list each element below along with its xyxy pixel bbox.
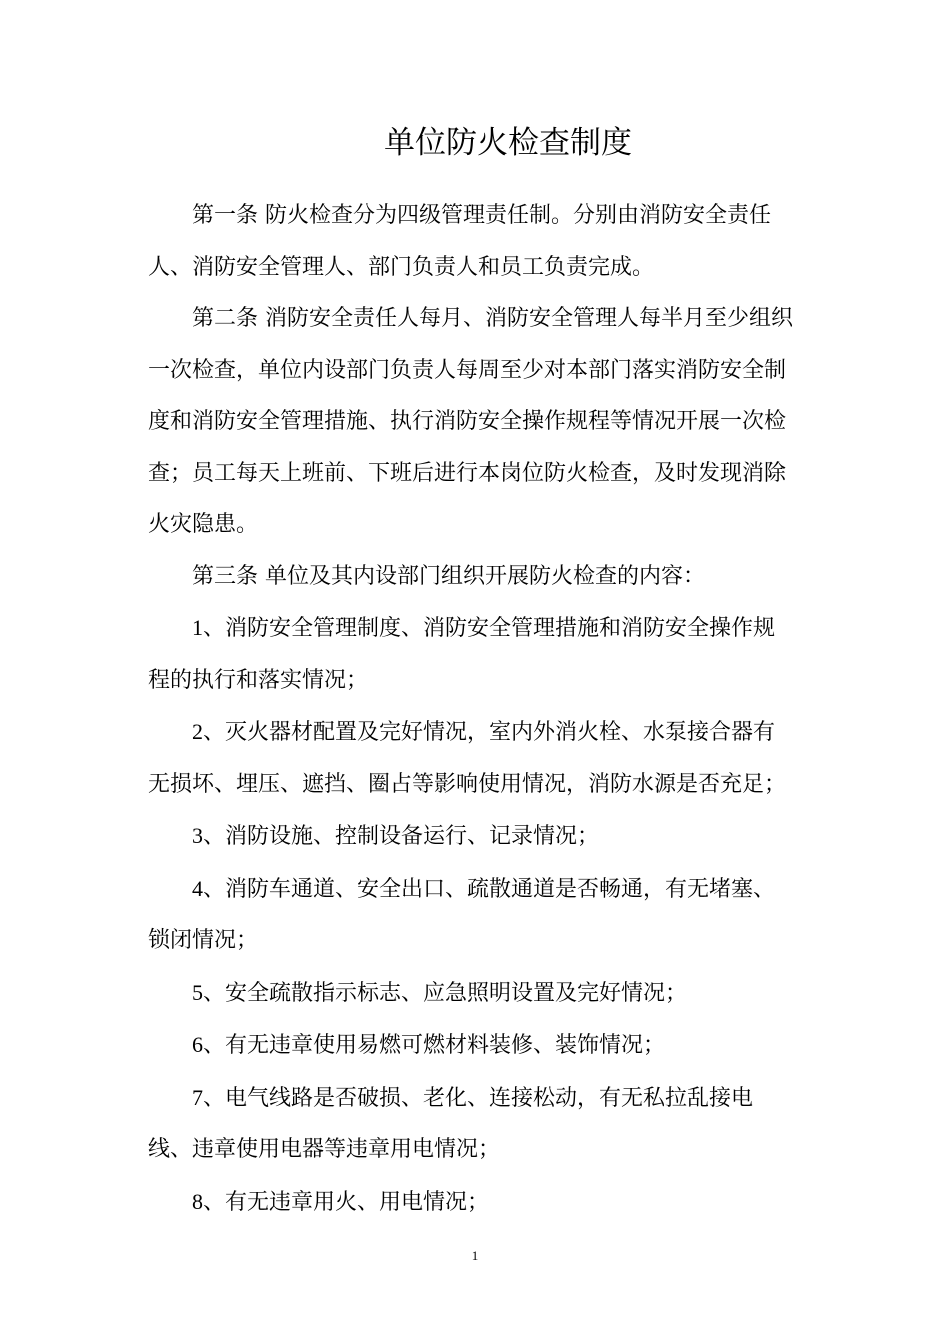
list-number: 7	[192, 1084, 203, 1110]
text-line: 火灾隐患。	[148, 512, 259, 537]
text-line: 第二条 消防安全责任人每月、消防安全管理人每半月至少组织	[192, 306, 793, 331]
list-item-4	[148, 863, 808, 967]
list-item-8	[148, 1176, 808, 1229]
list-item-3	[148, 810, 808, 863]
article-1	[148, 190, 808, 293]
list-item-7	[148, 1072, 808, 1176]
text-line: 查；员工每天上班前、下班后进行本岗位防火检查，及时发现消除	[148, 460, 787, 486]
text-line: 、有无违章用火、用电情况；	[203, 1189, 490, 1215]
text-line: 度和消防安全管理措施、执行消防安全操作规程等情况开展一次检	[148, 409, 787, 434]
list-number: 6	[192, 1032, 203, 1057]
article-3	[148, 551, 808, 603]
list-number: 2	[192, 719, 203, 744]
article-2	[148, 293, 808, 551]
text-line: 程的执行和落实情况；	[148, 667, 369, 693]
text-line: 人、消防安全管理人、部门负责人和员工负责完成。	[148, 254, 655, 280]
text-line: 第一条 防火检查分为四级管理责任制。分别由消防安全责任	[192, 203, 771, 228]
page-number: 1	[471, 1248, 479, 1263]
list-number: 1	[192, 615, 203, 640]
text-line: 无损坏、埋压、遮挡、圈占等影响使用情况，消防水源是否充足；	[148, 771, 787, 797]
text-line: 、电气线路是否破损、老化、连接松动，有无私拉乱接电	[203, 1085, 754, 1111]
list-number: 4	[192, 875, 203, 901]
list-number: 3	[192, 823, 203, 848]
list-item-6	[148, 1019, 808, 1072]
document-title: 单位防火检查制度	[384, 125, 632, 161]
list-item-1	[148, 602, 808, 706]
text-line: 线、违章使用电器等违章用电情况；	[148, 1137, 501, 1162]
text-line: 第三条 单位及其内设部门组织开展防火检查的内容：	[192, 563, 705, 589]
text-line: 锁闭情况；	[148, 928, 259, 953]
text-line: 、消防设施、控制设备运行、记录情况；	[203, 824, 600, 849]
text-line: 、安全疏散指示标志、应急照明设置及完好情况；	[203, 980, 688, 1006]
list-item-5	[148, 967, 808, 1020]
list-number: 5	[192, 979, 203, 1005]
list-item-2	[148, 706, 808, 810]
text-line: 、灭火器材配置及完好情况，室内外消火栓、水泵接合器有	[203, 720, 776, 745]
list-number: 8	[192, 1188, 203, 1214]
text-line: 、有无违章使用易燃可燃材料装修、装饰情况；	[203, 1033, 666, 1058]
text-line: 一次检查，单位内设部门负责人每周至少对本部门落实消防安全制	[148, 357, 787, 383]
document-body	[148, 190, 808, 1228]
text-line: 、消防安全管理制度、消防安全管理措施和消防安全操作规	[203, 616, 776, 641]
text-line: 、消防车通道、安全出口、疏散通道是否畅通，有无堵塞、	[203, 876, 776, 902]
